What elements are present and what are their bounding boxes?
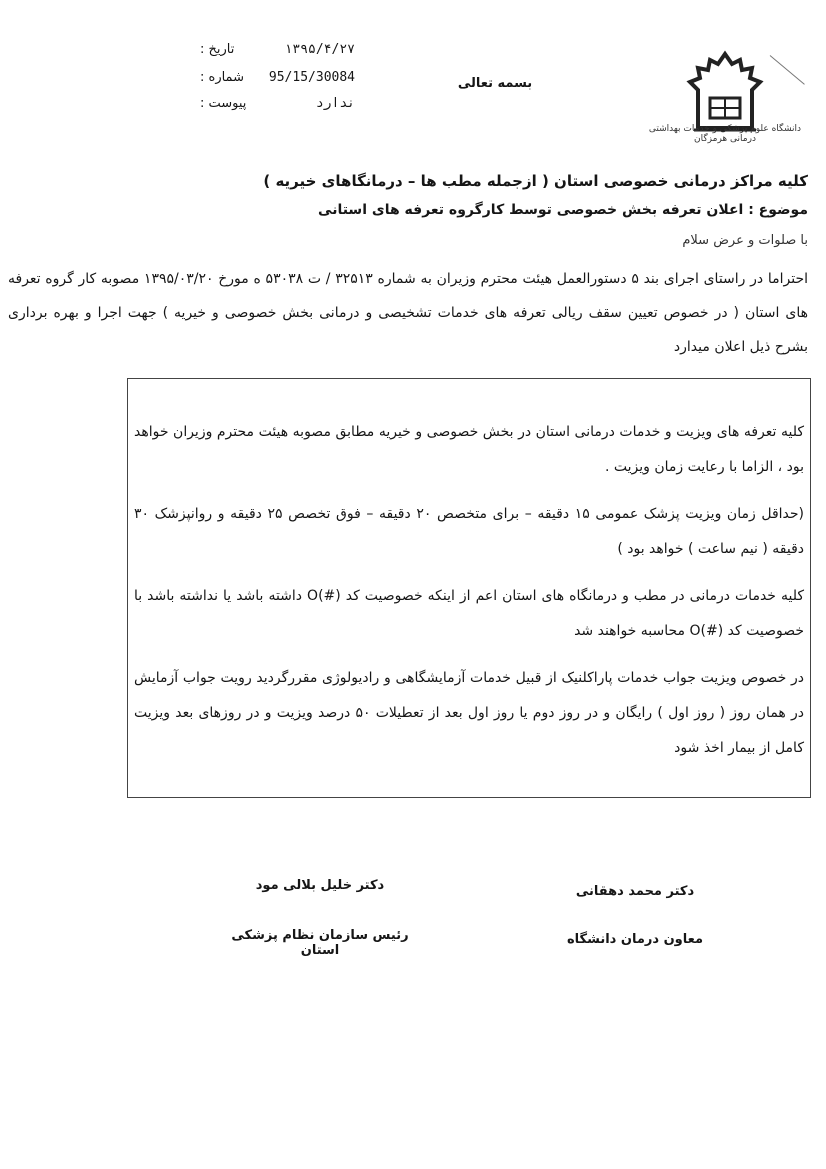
box-paragraph: کلیه تعرفه های ویزیت و خدمات درمانی استان در بخش خصوصی و خیریه مطابق مصوبه هیئت محترم وزیران خواهد بود ، الزاما با رعایت زمان ویزیت . [134, 424, 804, 475]
university-name: دانشگاه علوم پزشکی و خدمات بهداشتی درمانی هرمزگان [648, 124, 802, 144]
date-row [200, 42, 355, 57]
attachment-label: پیوست : [200, 96, 247, 111]
number-label: شماره : [200, 70, 244, 85]
recipient: کلیه مراکز درمانی خصوصی استان ( ازجمله مطب ها – درمانگاهای خیریه ) [263, 172, 808, 190]
attachment-row [200, 96, 355, 111]
signature-name-right: دکتر محمد دهقانی [575, 884, 695, 899]
box-paragraph: کلیه خدمات درمانی در مطب و درمانگاه های استان اعم از اینکه خصوصیت کد (#)O داشته باشد یا نداشته باشد با خصوصیت کد (#)O محاسبه خواهند شد [134, 588, 804, 639]
university-logo [680, 50, 770, 135]
number-row [200, 70, 355, 85]
number-value: 95/15/30084 [268, 70, 355, 85]
content-box [127, 378, 811, 798]
signature-name-left: دکتر خلیل بلالی مود [255, 878, 385, 893]
date-label: تاریخ : [200, 42, 235, 57]
box-paragraph: (حداقل زمان ویزیت پزشک عمومی ۱۵ دقیقه – برای متخصص ۲۰ دقیقه – فوق تخصص ۲۵ دقیقه و روانپزشک ۳۰ دقیقه ( نیم ساعت ) خواهد بود ) [134, 506, 804, 557]
scan-artifact [770, 55, 805, 85]
salutation: با صلوات و عرض سلام [682, 233, 808, 248]
subject: موضوع : اعلان تعرفه بخش خصوصی توسط کارگروه تعرفه های استانی [318, 202, 808, 218]
basmala: بسمه تعالی [457, 76, 533, 91]
signature-title-right: معاون درمان دانشگاه [566, 932, 704, 947]
intro-paragraph: احتراما در راستای اجرای بند ۵ دستورالعمل هیئت محترم وزیران به شماره ۳۲۵۱۳ / ت ۵۳۰۳۸ ه مورخ ۱۳۹۵/۰۳/۲۰ مصوبه کار گروه تعرفه های استان ( در خصوص تعیین سقف ریالی تعرفه های خدمات تشخیصی و درمانی بخش خصوصی و خیریه ) جهت اجرا و بهره برداری بشرح ذیل اعلان میدارد [8, 271, 809, 355]
signature-title-left: رئیس سازمان نظام پزشکی استان [231, 928, 409, 958]
box-paragraph: در خصوص ویزیت جواب خدمات پاراکلنیک از قبیل خدمات آزمایشگاهی و رادیولوژی مقررگردید رویت جواب آزمایش در همان روز ( روز اول ) رایگان و در روز دوم یا روز اول بعد از تعطیلات ۵۰ درصد ویزیت و در روزهای بعد ویزیت کامل از بیمار اخذ شود [134, 670, 804, 756]
attachment-value: ندارد [315, 96, 355, 111]
date-value: ۱۳۹۵/۴/۲۷ [284, 42, 355, 57]
